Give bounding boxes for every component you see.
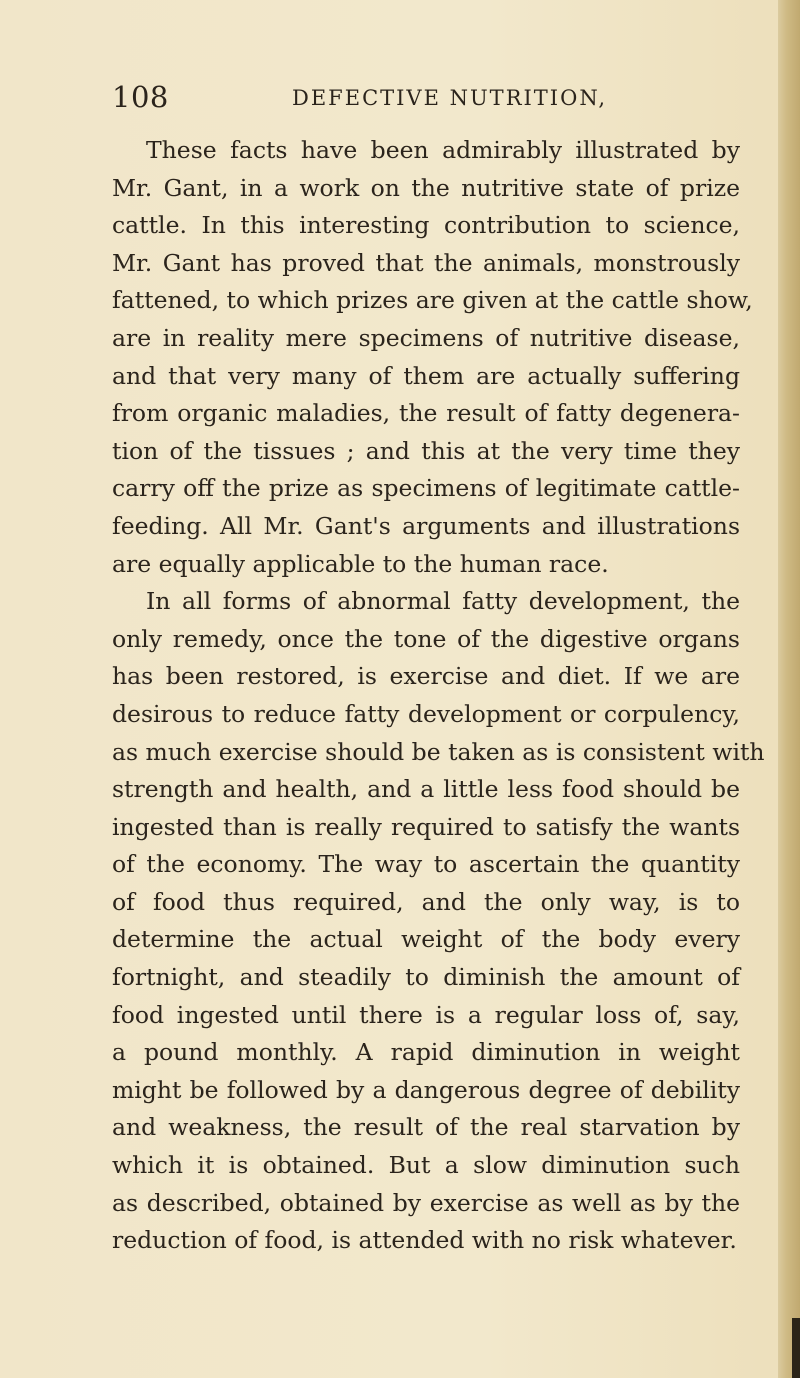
text-line: desirous to reduce fatty development or corpulency, [112, 699, 740, 728]
page-edge-shadow [792, 1318, 800, 1378]
text-line: tion of the tissues ; and this at the very time they [112, 436, 740, 465]
text-line: are in reality mere specimens of nutritive disease, [112, 323, 740, 352]
text-line: food ingested until there is a regular loss of, say, [112, 1000, 740, 1029]
page-header [112, 80, 712, 120]
text-line: from organic maladies, the result of fatty degenera- [112, 399, 740, 428]
paragraph-1 [112, 132, 753, 583]
text-line: cattle. In this interesting contribution to science, [112, 211, 740, 240]
text-line: as much exercise should be taken as is consistent with [112, 737, 765, 766]
text-line: fortnight, and steadily to diminish the amount of [112, 963, 740, 992]
text-line: of the economy. The way to ascertain the quantity [112, 850, 740, 879]
text-line: ingested than is really required to satisfy the wants [112, 812, 740, 841]
text-line: Mr. Gant, in a work on the nutritive state of prize [112, 173, 740, 202]
text-line: of food thus required, and the only way, is to [112, 887, 740, 916]
text-line: are equally applicable to the human race. [112, 549, 609, 578]
text-line: strength and health, and a little less food should be [112, 775, 740, 804]
text-line: which it is obtained. But a slow diminution such [112, 1151, 740, 1180]
text-line: only remedy, once the tone of the digestive organs [112, 624, 740, 653]
body-text [112, 132, 765, 1260]
text-line: feeding. All Mr. Gant's arguments and illustrations [112, 511, 740, 540]
text-line: and that very many of them are actually suffering [112, 361, 740, 390]
text-line: reduction of food, is attended with no risk whatever. [112, 1226, 737, 1255]
text-line: a pound monthly. A rapid diminution in weight [112, 1038, 740, 1067]
text-line: and weakness, the result of the real starvation by [112, 1113, 740, 1142]
page-number: 108 [112, 80, 169, 114]
text-line: These facts have been admirably illustrated by [146, 136, 740, 164]
text-line: fattened, to which prizes are given at the cattle show, [112, 286, 753, 315]
text-line: determine the actual weight of the body every [112, 925, 740, 954]
paragraph-2 [112, 583, 765, 1260]
text-line: might be followed by a dangerous degree of debility [112, 1075, 740, 1104]
text-line: has been restored, is exercise and diet. If we are [112, 662, 740, 691]
text-line: as described, obtained by exercise as well as by the [112, 1188, 740, 1217]
text-line: In all forms of abnormal fatty development, the [146, 587, 740, 616]
text-line: carry off the prize as specimens of legitimate cattle- [112, 474, 740, 503]
running-head: DEFECTIVE NUTRITION, [292, 86, 608, 110]
text-line: Mr. Gant has proved that the animals, monstrously [112, 248, 740, 277]
page-edge [778, 0, 800, 1378]
